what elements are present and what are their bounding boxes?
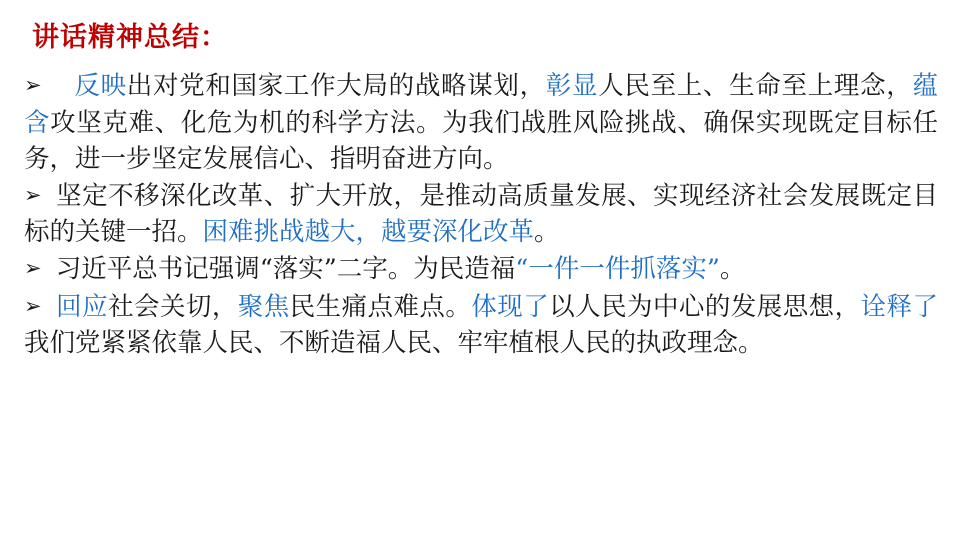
text-run: 诠释了 <box>860 291 938 322</box>
text-run: 习近平总书记强调“落实”二字。为民造福 <box>47 254 516 285</box>
arrow-bullet-icon: ➢ <box>24 293 42 318</box>
bullet-paragraph-1 <box>24 68 938 177</box>
text-run: 。 <box>534 217 560 248</box>
bullet-paragraph-2 <box>24 178 938 250</box>
page-title: 讲话精神总结： <box>32 22 228 53</box>
text-run: 聚焦 <box>237 291 290 322</box>
text-run: 出对党和国家工作大局的战略谋划， <box>126 71 546 102</box>
paragraph-2-text <box>24 181 938 247</box>
text-run: 体现了 <box>471 291 550 322</box>
text-run: 彰显 <box>545 71 599 102</box>
text-run: 民生痛点难点。 <box>289 291 472 322</box>
bullet-paragraph-3 <box>24 251 938 287</box>
text-run: “一件一件抓落实” <box>515 254 720 285</box>
text-run: 攻坚克难、化危为机的科学方法。为我们战胜风险挑战、确保实现既定目标任务，进一步坚定发展信心、指明奋进方向。 <box>24 107 938 174</box>
text-run: 我们党紧紧依靠人民、不断造福人民、牢牢植根人民的执政理念。 <box>24 327 764 358</box>
arrow-bullet-icon: ➢ <box>24 256 42 281</box>
paragraph-1-text <box>24 71 938 173</box>
text-run: 困难挑战越大，越要深化改革 <box>202 217 535 248</box>
text-run: 。 <box>719 254 746 285</box>
text-run: 坚定不移深化改革、扩大开放，是推动高质量发展、实现经济社会发展既定目标的关键一招。 <box>24 181 938 248</box>
text-run: 反映 <box>65 71 127 102</box>
arrow-bullet-icon: ➢ <box>24 73 42 98</box>
text-run: 社会关切， <box>108 291 238 322</box>
arrow-bullet-icon: ➢ <box>24 183 42 207</box>
slide-body <box>24 68 938 361</box>
text-run: 人民至上、生命至上理念， <box>598 71 913 102</box>
text-run: 回应 <box>47 291 109 322</box>
bullet-paragraph-4 <box>24 289 938 361</box>
text-run: 蕴含 <box>24 71 938 138</box>
text-run: 以人民为中心的发展思想， <box>549 291 861 322</box>
paragraph-4-text <box>24 292 938 358</box>
paragraph-3-text <box>48 254 746 284</box>
